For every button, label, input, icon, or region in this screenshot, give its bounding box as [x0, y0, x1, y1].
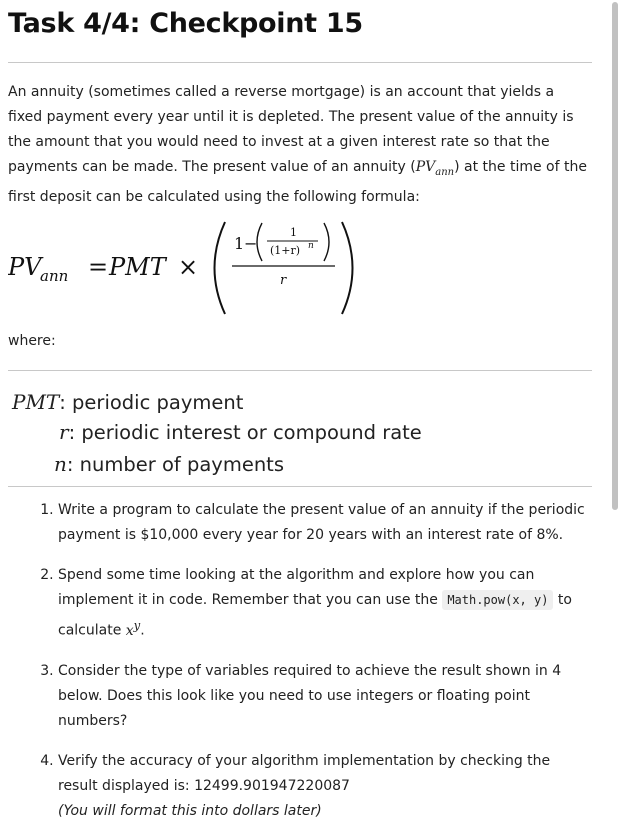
scrollbar[interactable]	[609, 0, 621, 781]
formula-ann-subscript: ann	[40, 267, 69, 285]
where-label: where:	[8, 333, 56, 349]
inner-exponent: n	[308, 241, 314, 251]
inner-denominator: (1+r)	[270, 244, 301, 257]
task-item-2: 2. Spend some time looking at the algorithm and explore how you can implement it in code. Remember that you can use the Math.pow(x, y) to calculate $x^y$.	[58, 563, 592, 644]
math-pow-code: Math.pow(x, y)	[442, 590, 553, 610]
inner-numerator: 1	[290, 226, 297, 239]
annuity-formula	[8, 220, 408, 320]
x-power-y: $x^y$	[125, 618, 141, 639]
definition-pmt: PMT: periodic payment	[12, 390, 244, 414]
divider	[8, 370, 592, 371]
formula-one: 1	[234, 234, 245, 253]
intro-text-2: ) at the time of the first deposit can be calculated using the following formula:	[8, 159, 587, 205]
formula-minus: −	[244, 234, 258, 253]
pv-ann-symbol: $PV_{ann}$	[415, 159, 455, 178]
task-item-3: 3. Consider the type of variables required to achieve the result shown in 4 below. Does this look like you need to use integers or floating point numbers?	[58, 659, 592, 734]
intro-text-1: An annuity (sometimes called a reverse mortgage) is an account that yields a fixed payment every year until it is depleted. The present value of the annuity is the amount that you would need to invest at a given interest rate so that the payments can be made. The present value of an annuity (	[8, 84, 574, 175]
inner-right-paren	[324, 223, 329, 261]
inner-left-paren	[257, 223, 262, 261]
outer-right-paren	[342, 222, 353, 314]
page-title: Task 4/4: Checkpoint 15	[8, 8, 363, 39]
outer-left-paren	[215, 222, 226, 314]
task-item-4: 4. Verify the accuracy of your algorithm implementation by checking the result displayed is: 12499.901947220087 (You will format this into dollars later)	[58, 749, 592, 824]
formula-equals: =	[88, 253, 109, 281]
scrollbar-thumb[interactable]	[612, 2, 618, 510]
formula-pv: PV	[8, 253, 42, 281]
divider	[8, 62, 592, 63]
task-item-1: 1. Write a program to calculate the present value of an annuity if the periodic payment is $10,000 every year for 20 years with an interest rate of 8%.	[58, 498, 592, 548]
intro-paragraph	[8, 80, 592, 210]
formula-times: ×	[178, 253, 199, 281]
definition-r: r: periodic interest or compound rate	[59, 420, 422, 444]
formula-r-denominator: r	[280, 273, 287, 288]
task-list	[8, 498, 592, 839]
definition-n: n: number of payments	[54, 452, 284, 476]
divider	[8, 486, 592, 487]
format-note: (You will format this into dollars later)	[58, 802, 322, 819]
formula-pmt: PMT	[109, 253, 166, 281]
